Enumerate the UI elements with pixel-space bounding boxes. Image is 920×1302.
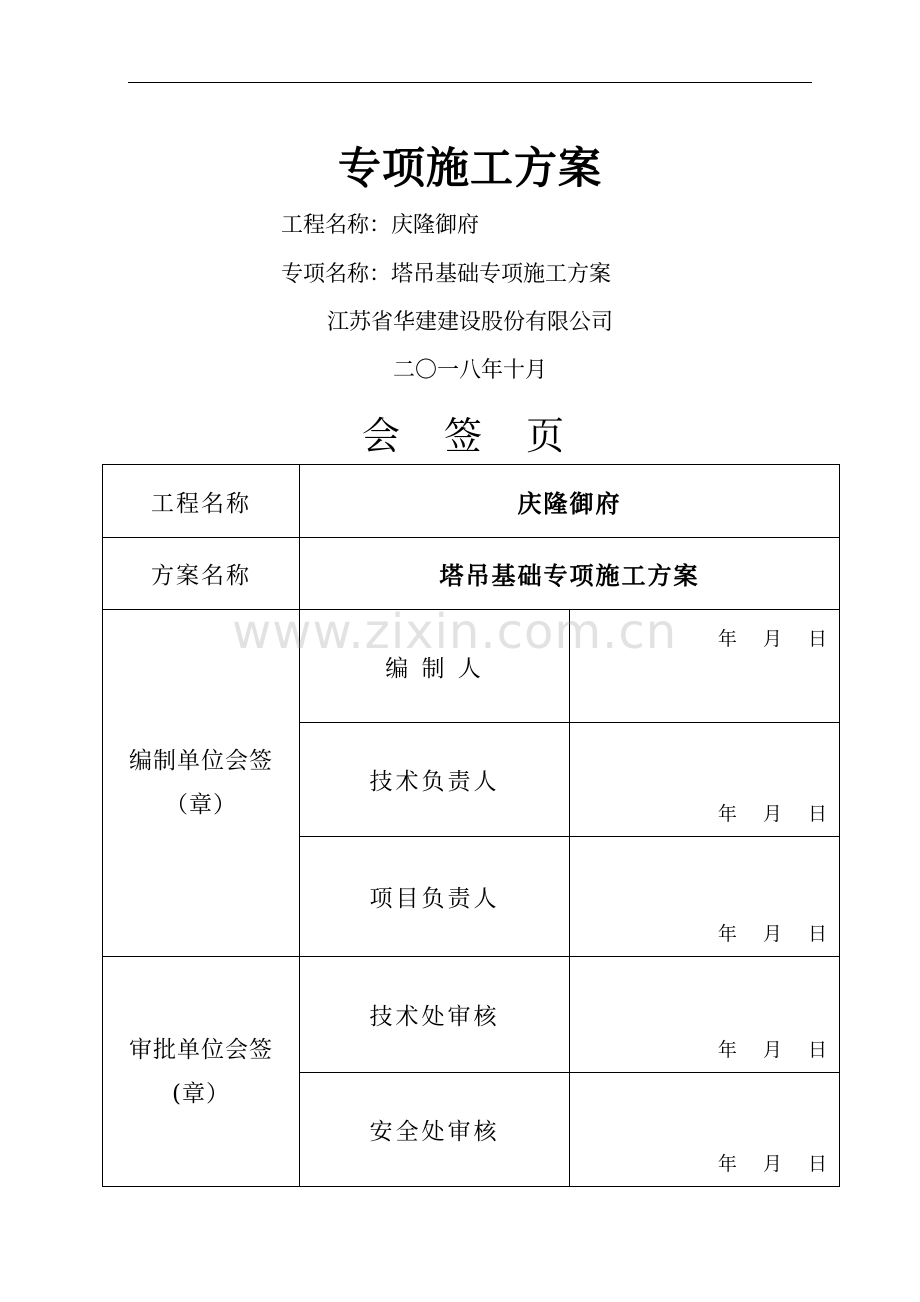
compiler-date: 年 月 日 <box>717 628 827 650</box>
approve-unit-label: 审批单位会签 <box>129 1036 273 1063</box>
signature-table <box>102 464 840 1187</box>
sign-page-title: 会 签 页 <box>361 414 579 458</box>
scheme-value: 塔吊基础专项施工方案 <box>300 538 840 610</box>
tech-review-role: 技术处审核 <box>300 957 570 1073</box>
table-row-tech-review <box>103 957 840 1073</box>
approve-unit-seal: (章） <box>172 1080 230 1107</box>
project-label: 工程名称 <box>103 465 300 538</box>
compile-unit-seal: （章） <box>165 792 237 818</box>
document-date: 二〇一八年十月 <box>392 358 547 383</box>
table-row-project <box>103 465 840 538</box>
scheme-name-line: 专项名称：塔吊基础专项施工方案 <box>281 262 612 287</box>
safety-review-date: 年 月 日 <box>717 1153 827 1175</box>
project-value: 庆隆御府 <box>300 465 840 538</box>
safety-review-role: 安全处审核 <box>300 1073 570 1187</box>
project-lead-date: 年 月 日 <box>717 923 827 945</box>
compile-unit-label: 编制单位会签 <box>129 748 273 774</box>
company-name: 江苏省华建建设股份有限公司 <box>326 310 613 335</box>
tech-lead-role: 技术负责人 <box>300 723 570 837</box>
project-lead-role: 项目负责人 <box>300 837 570 957</box>
compiler-signature-cell[interactable] <box>570 610 840 723</box>
document-title: 专项施工方案 <box>338 144 602 194</box>
tech-lead-signature-cell[interactable] <box>570 723 840 837</box>
scheme-label: 方案名称 <box>103 538 300 610</box>
tech-review-date: 年 月 日 <box>717 1039 827 1061</box>
tech-review-signature-cell[interactable] <box>570 957 840 1073</box>
table-row-compiler <box>103 610 840 723</box>
project-lead-signature-cell[interactable] <box>570 837 840 957</box>
approve-unit-cell <box>103 957 300 1187</box>
watermark: www.zixin.com.cn <box>232 604 678 660</box>
header-rule <box>128 82 812 83</box>
compiler-role: 编 制 人 <box>300 610 570 723</box>
safety-review-signature-cell[interactable] <box>570 1073 840 1187</box>
compile-unit-cell <box>103 610 300 957</box>
project-name-line: 工程名称：庆隆御府 <box>281 213 480 238</box>
table-row-scheme <box>103 538 840 610</box>
tech-lead-date: 年 月 日 <box>717 803 827 825</box>
